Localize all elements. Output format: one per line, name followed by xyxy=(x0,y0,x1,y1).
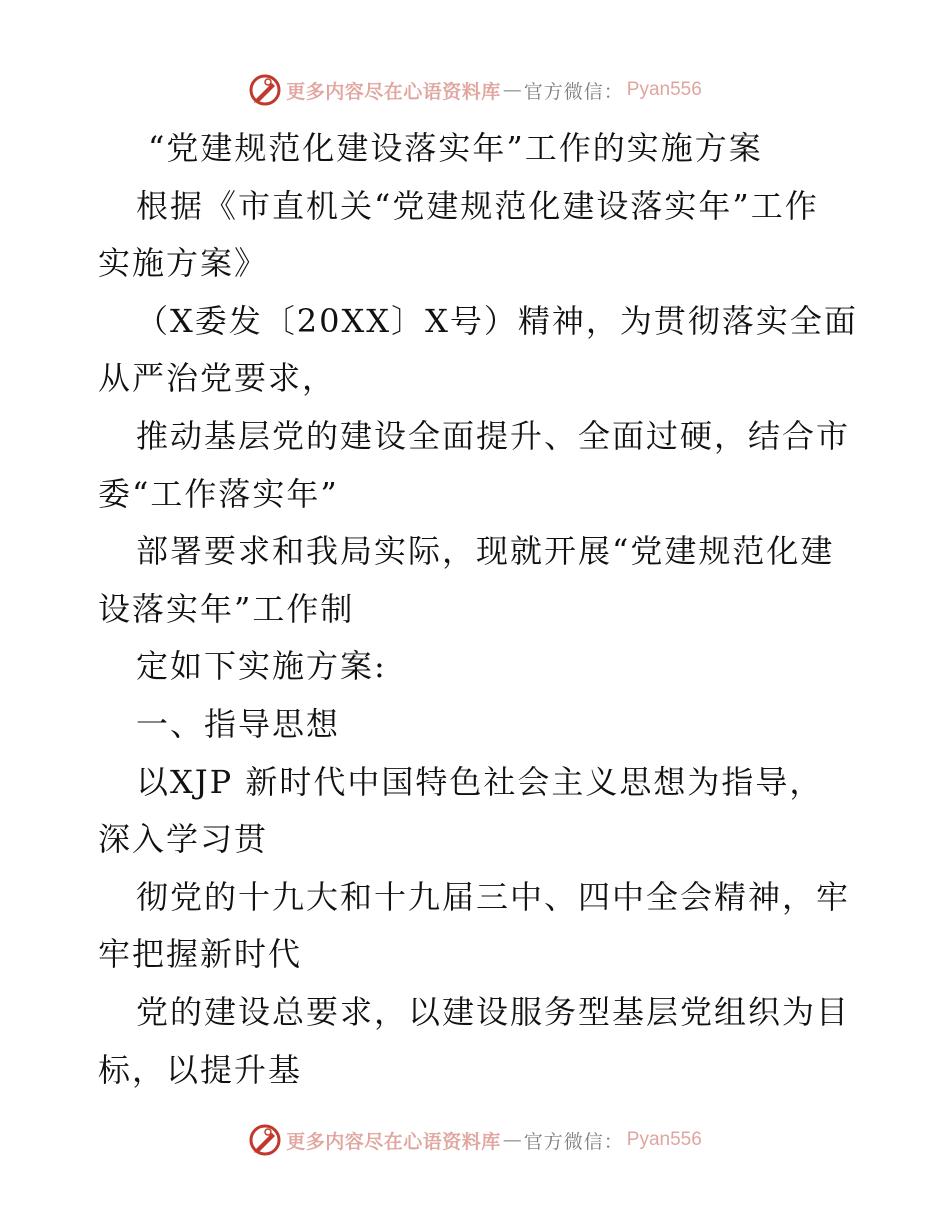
paragraph-line: 从严治党要求， xyxy=(98,359,337,398)
watermark-text xyxy=(286,1127,702,1154)
watermark-wechat-label: 官方微信 xyxy=(523,1130,604,1153)
watermark-main-text: 更多内容尽在心语资料库 xyxy=(286,80,501,103)
paragraph-line: 深入学习贯 xyxy=(98,820,269,859)
paragraph-line: 彻党的十九大和十九届三中、四中全会精神，牢 xyxy=(136,877,851,916)
paragraph-line: 部署要求和我局实际，现就开展“党建规范化建 xyxy=(136,532,835,571)
paragraph-line: 以XJP 新时代中国特色社会主义思想为指导， xyxy=(136,762,824,801)
paragraph-line: 设落实年”工作制 xyxy=(98,589,355,628)
document-title: “党建规范化建设落实年”工作的实施方案 xyxy=(148,129,763,167)
watermark-wechat-label: 官方微信 xyxy=(523,80,604,103)
watermark-wechat-id: Pyan556 xyxy=(626,1129,702,1150)
paragraph-line: 牢把握新时代 xyxy=(98,935,303,974)
pen-logo-icon xyxy=(248,1123,282,1157)
watermark-main-text: 更多内容尽在心语资料库 xyxy=(286,1130,501,1153)
watermark-wechat-id: Pyan556 xyxy=(626,79,702,100)
paragraph-line: 根据《市直机关“党建规范化建设落实年”工作 xyxy=(136,186,819,225)
watermark-colon: ： xyxy=(603,80,623,103)
pen-logo-icon xyxy=(248,73,282,107)
paragraph-line: 委“工作落实年” xyxy=(98,474,339,513)
paragraph-line: 实施方案》 xyxy=(98,244,269,283)
watermark-header xyxy=(0,70,950,110)
watermark-text xyxy=(286,77,702,104)
watermark-separator: — xyxy=(502,79,522,101)
paragraph-line: 党的建设总要求，以建设服务型基层党组织为目 xyxy=(136,992,851,1031)
document-body xyxy=(98,120,858,1099)
paragraph-line: 标，以提升基 xyxy=(98,1050,303,1089)
paragraph-line: 推动基层党的建设全面提升、全面过硬，结合市 xyxy=(136,416,851,455)
paragraph-line: （X委发〔20XX〕X号）精神，为贯彻落实全面 xyxy=(136,301,858,340)
paragraph-line: 定如下实施方案: xyxy=(136,647,387,686)
section-heading: 一、指导思想 xyxy=(136,704,341,743)
watermark-footer xyxy=(0,1120,950,1160)
watermark-separator: — xyxy=(502,1129,522,1151)
watermark-colon: ： xyxy=(603,1130,623,1153)
